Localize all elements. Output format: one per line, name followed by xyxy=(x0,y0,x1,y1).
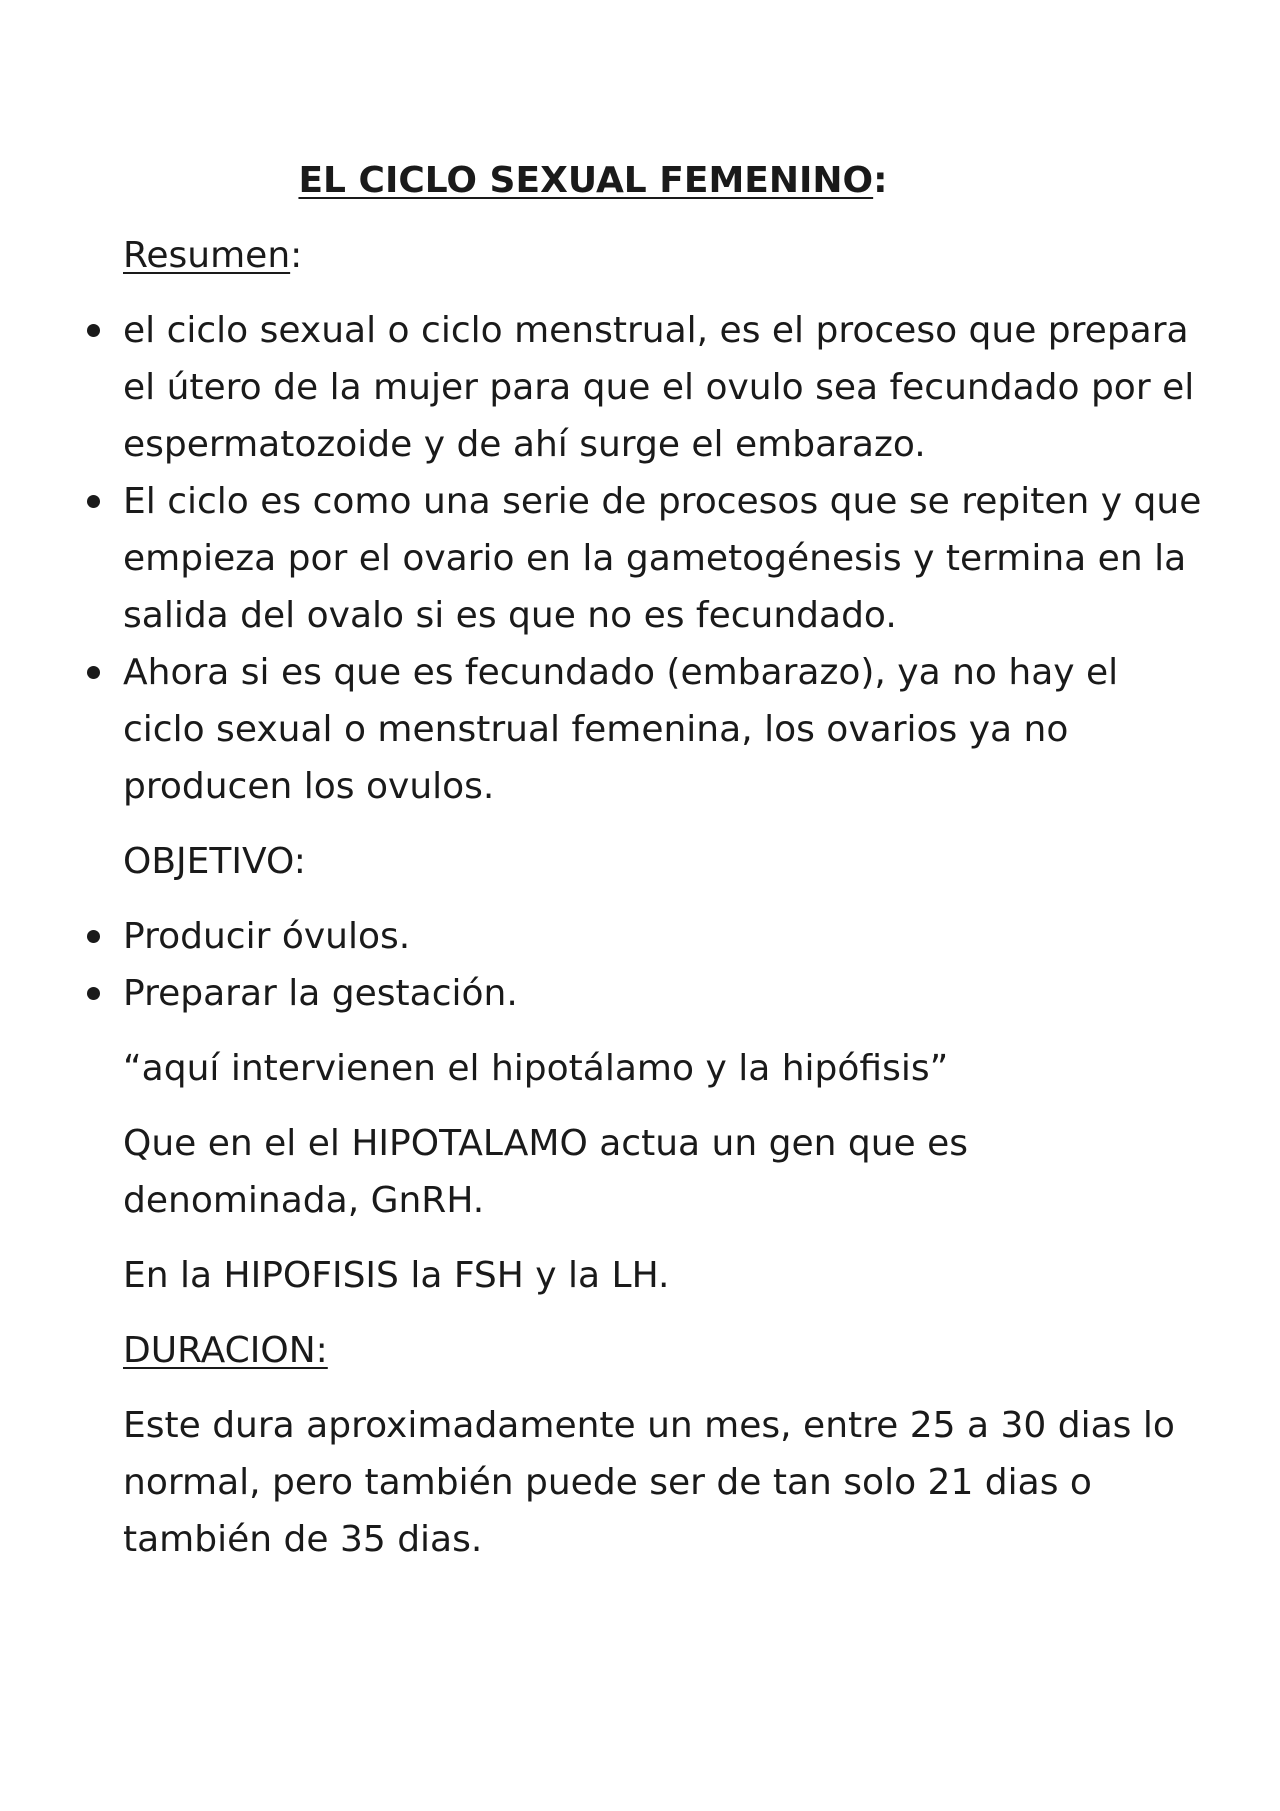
list-item xyxy=(123,473,1203,644)
objetivo-item-text: Producir óvulos. xyxy=(123,916,411,957)
document-body xyxy=(123,152,1203,1586)
hipotalamo-paragraph: Que en el el HIPOTALAMO actua un gen que es denominada, GnRH. xyxy=(123,1123,969,1221)
list-item xyxy=(123,644,1203,815)
duracion-paragraph: Este dura aproximadamente un mes, entre 25 a 30 dias lo normal, pero también puede ser de tan solo 21 dias o también de 35 dias. xyxy=(123,1405,1175,1560)
resumen-label: Resumen xyxy=(123,235,291,276)
objetivo-item-text: Preparar la gestación. xyxy=(123,973,518,1014)
resumen-item-text: el ciclo sexual o ciclo menstrual, es el proceso que prepara el útero de la mujer para que el ovulo sea fecundado por el espermatozoide y de ahí surge el embarazo. xyxy=(123,310,1195,465)
document-title-colon: : xyxy=(873,160,888,201)
list-item xyxy=(123,302,1203,473)
objetivo-list xyxy=(123,908,1203,1022)
list-item xyxy=(123,908,1203,965)
duracion-label: DURACION: xyxy=(123,1330,328,1371)
bullet-icon xyxy=(87,495,100,508)
bullet-icon xyxy=(87,930,100,943)
hipofisis-paragraph: En la HIPOFISIS la FSH y la LH. xyxy=(123,1255,670,1296)
resumen-heading xyxy=(123,227,1203,284)
resumen-colon: : xyxy=(290,235,303,276)
bullet-icon xyxy=(87,666,100,679)
objetivo-heading: OBJETIVO: xyxy=(123,841,306,882)
document-title: EL CICLO SEXUAL FEMENINO xyxy=(298,160,874,201)
document-title-line xyxy=(123,152,1203,209)
resumen-item-text: Ahora si es que es fecundado (embarazo), ya no hay el ciclo sexual o menstrual femenina, los ovarios ya no producen los ovulos. xyxy=(123,652,1119,807)
bullet-icon xyxy=(87,324,100,337)
resumen-item-text: El ciclo es como una serie de procesos que se repiten y que empieza por el ovario en la gametogénesis y termina en la salida del ovalo si es que no es fecundado. xyxy=(123,481,1202,636)
bullet-icon xyxy=(87,987,100,1000)
duracion-heading xyxy=(123,1322,1203,1379)
resumen-list xyxy=(123,302,1203,815)
list-item xyxy=(123,965,1203,1022)
quote-paragraph: “aquí intervienen el hipotálamo y la hipófisis” xyxy=(123,1048,949,1089)
